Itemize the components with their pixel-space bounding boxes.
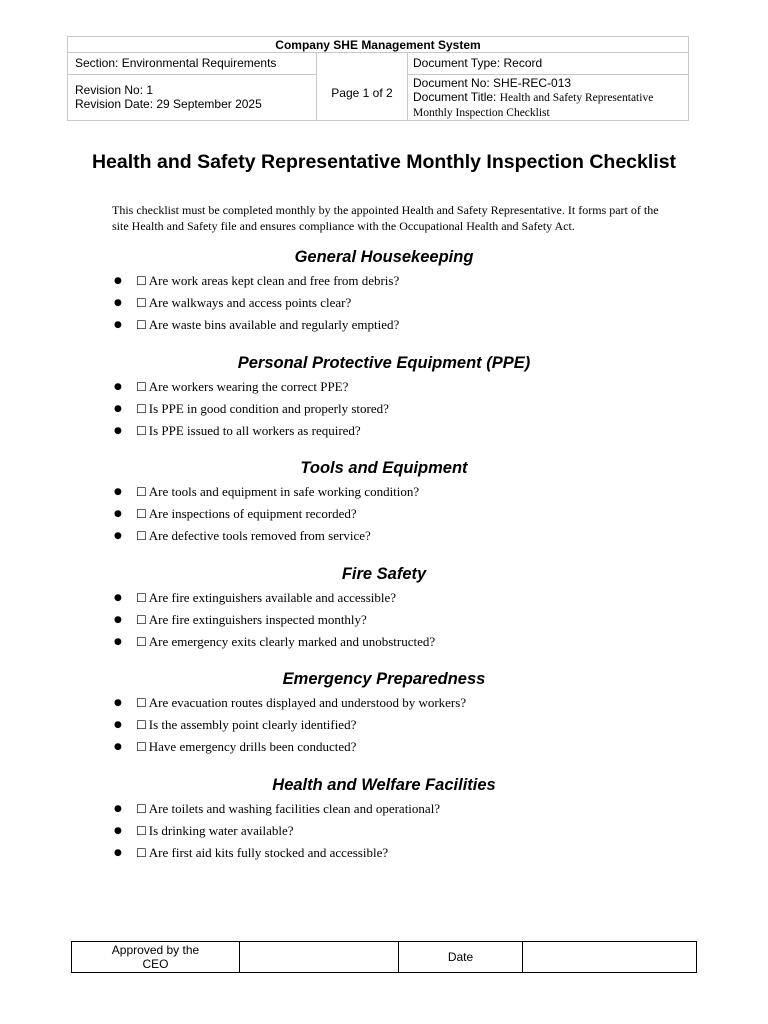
checklist xyxy=(112,484,656,550)
bullet-icon: ● xyxy=(114,848,122,858)
checklist-item-text: Are fire extinguishers available and accessible? xyxy=(148,590,397,605)
checklist-item-text: Are first aid kits fully stocked and accessible? xyxy=(148,845,389,860)
intro-paragraph: This checklist must be completed monthly by the appointed Health and Safety Representative. It forms part of the site Health and Safety file and ensures compliance with the Occupational Health and Safety Act. xyxy=(112,203,659,233)
section-heading: Tools and Equipment xyxy=(300,459,468,477)
bullet-icon: ● xyxy=(114,320,122,330)
checklist-item xyxy=(112,295,656,317)
checkbox-icon[interactable]: ☐ xyxy=(136,274,147,288)
checkbox-icon[interactable]: ☐ xyxy=(136,696,147,710)
checklist xyxy=(112,590,656,656)
checklist-item xyxy=(112,590,656,612)
checklist-item xyxy=(112,801,656,823)
checkbox-icon[interactable]: ☐ xyxy=(136,591,147,605)
bullet-icon: ● xyxy=(114,742,122,752)
checklist-item-text: Are inspections of equipment recorded? xyxy=(148,506,357,521)
revision-number: Revision No: 1 xyxy=(75,83,154,97)
checklist-section xyxy=(112,457,656,550)
section-heading: Health and Welfare Facilities xyxy=(272,776,496,794)
section-heading: General Housekeeping xyxy=(294,248,474,266)
bullet-icon: ● xyxy=(114,487,122,497)
bullet-icon: ● xyxy=(114,382,122,392)
checklist-section xyxy=(112,668,656,761)
approved-by-signature-cell[interactable] xyxy=(240,942,399,972)
checklist-item xyxy=(112,317,656,339)
checklist-item-text: Are toilets and washing facilities clean and operational? xyxy=(148,801,441,816)
bullet-icon: ● xyxy=(114,698,122,708)
page-title: Health and Safety Representative Monthly Inspection Checklist xyxy=(91,151,677,173)
section-heading: Personal Protective Equipment (PPE) xyxy=(237,354,531,372)
checklist-section xyxy=(112,246,656,339)
bullet-icon: ● xyxy=(114,804,122,814)
checkbox-icon[interactable]: ☐ xyxy=(136,380,147,394)
section-heading: Emergency Preparedness xyxy=(282,670,486,688)
checkbox-icon[interactable]: ☐ xyxy=(136,402,147,416)
checkbox-icon[interactable]: ☐ xyxy=(136,635,147,649)
bullet-icon: ● xyxy=(114,404,122,414)
checklist-item-text: Are waste bins available and regularly emptied? xyxy=(148,317,400,332)
document-header-table xyxy=(67,36,689,121)
revision-date: Revision Date: 29 September 2025 xyxy=(75,97,262,111)
checklist-item-text: Is PPE in good condition and properly stored? xyxy=(148,401,389,416)
management-system-title: Company SHE Management System xyxy=(68,37,688,53)
bullet-icon: ● xyxy=(114,720,122,730)
checkbox-icon[interactable]: ☐ xyxy=(136,507,147,521)
date-value-cell[interactable] xyxy=(523,942,696,972)
checklist-item-text: Are evacuation routes displayed and understood by workers? xyxy=(148,695,467,710)
checklist xyxy=(112,273,656,339)
document-type-field: Document Type: Record xyxy=(408,53,688,75)
checklist-item-text: Are walkways and access points clear? xyxy=(148,295,352,310)
checklist xyxy=(112,801,656,867)
checklist-item xyxy=(112,528,656,550)
checkbox-icon[interactable]: ☐ xyxy=(136,824,147,838)
bullet-icon: ● xyxy=(114,276,122,286)
checkbox-icon[interactable]: ☐ xyxy=(136,485,147,499)
checklist-item xyxy=(112,634,656,656)
checkbox-icon[interactable]: ☐ xyxy=(136,846,147,860)
checklist-item-text: Are tools and equipment in safe working condition? xyxy=(148,484,420,499)
checklist-item-text: Are work areas kept clean and free from debris? xyxy=(148,273,400,288)
checklist-item-text: Are workers wearing the correct PPE? xyxy=(148,379,349,394)
checkbox-icon[interactable]: ☐ xyxy=(136,613,147,627)
bullet-icon: ● xyxy=(114,615,122,625)
checklist-section xyxy=(112,774,656,867)
checklist-item-text: Have emergency drills been conducted? xyxy=(148,739,357,754)
document-title-label: Document Title: xyxy=(413,90,500,104)
checklist-item-text: Are fire extinguishers inspected monthly? xyxy=(148,612,367,627)
bullet-icon: ● xyxy=(114,509,122,519)
checklist-item xyxy=(112,845,656,867)
bullet-icon: ● xyxy=(114,531,122,541)
document-number: Document No: SHE-REC-013 xyxy=(413,76,572,90)
checklist-item-text: Are defective tools removed from service? xyxy=(148,528,371,543)
checklist-item xyxy=(112,379,656,401)
checkbox-icon[interactable]: ☐ xyxy=(136,318,147,332)
checklist xyxy=(112,379,656,445)
checkbox-icon[interactable]: ☐ xyxy=(136,740,147,754)
section-field: Section: Environmental Requirements xyxy=(68,53,317,75)
revision-field xyxy=(68,75,317,120)
checklist-item-text: Are emergency exits clearly marked and unobstructed? xyxy=(148,634,436,649)
checkbox-icon[interactable]: ☐ xyxy=(136,296,147,310)
section-heading: Fire Safety xyxy=(341,565,427,583)
bullet-icon: ● xyxy=(114,426,122,436)
checklist-item xyxy=(112,717,656,739)
checklist-item xyxy=(112,273,656,295)
checklist-item-text: Is drinking water available? xyxy=(148,823,294,838)
checklist-item xyxy=(112,612,656,634)
checkbox-icon[interactable]: ☐ xyxy=(136,424,147,438)
checkbox-icon[interactable]: ☐ xyxy=(136,718,147,732)
checklist-item xyxy=(112,739,656,761)
document-title-value: Health and Safety Representative Monthly Inspection Checklist xyxy=(413,92,654,119)
checkbox-icon[interactable]: ☐ xyxy=(136,802,147,816)
checklist-item xyxy=(112,423,656,445)
checklist-item xyxy=(112,401,656,423)
bullet-icon: ● xyxy=(114,826,122,836)
checklist-item xyxy=(112,695,656,717)
bullet-icon: ● xyxy=(114,298,122,308)
checklist-section xyxy=(112,563,656,656)
checklist-item xyxy=(112,484,656,506)
page-number: Page 1 of 2 xyxy=(317,53,408,120)
date-label: Date xyxy=(399,942,523,972)
approval-table xyxy=(71,941,697,973)
checklist-item xyxy=(112,506,656,528)
checklist xyxy=(112,695,656,761)
document-title-field xyxy=(413,90,683,120)
bullet-icon: ● xyxy=(114,593,122,603)
checklist-item-text: Is PPE issued to all workers as required? xyxy=(148,423,361,438)
checklist-item-text: Is the assembly point clearly identified? xyxy=(148,717,357,732)
checkbox-icon[interactable]: ☐ xyxy=(136,529,147,543)
document-info-field xyxy=(408,75,688,120)
checklist-item xyxy=(112,823,656,845)
checklist-section xyxy=(112,352,656,445)
approved-by-label: Approved by the CEO xyxy=(72,942,240,972)
bullet-icon: ● xyxy=(114,637,122,647)
